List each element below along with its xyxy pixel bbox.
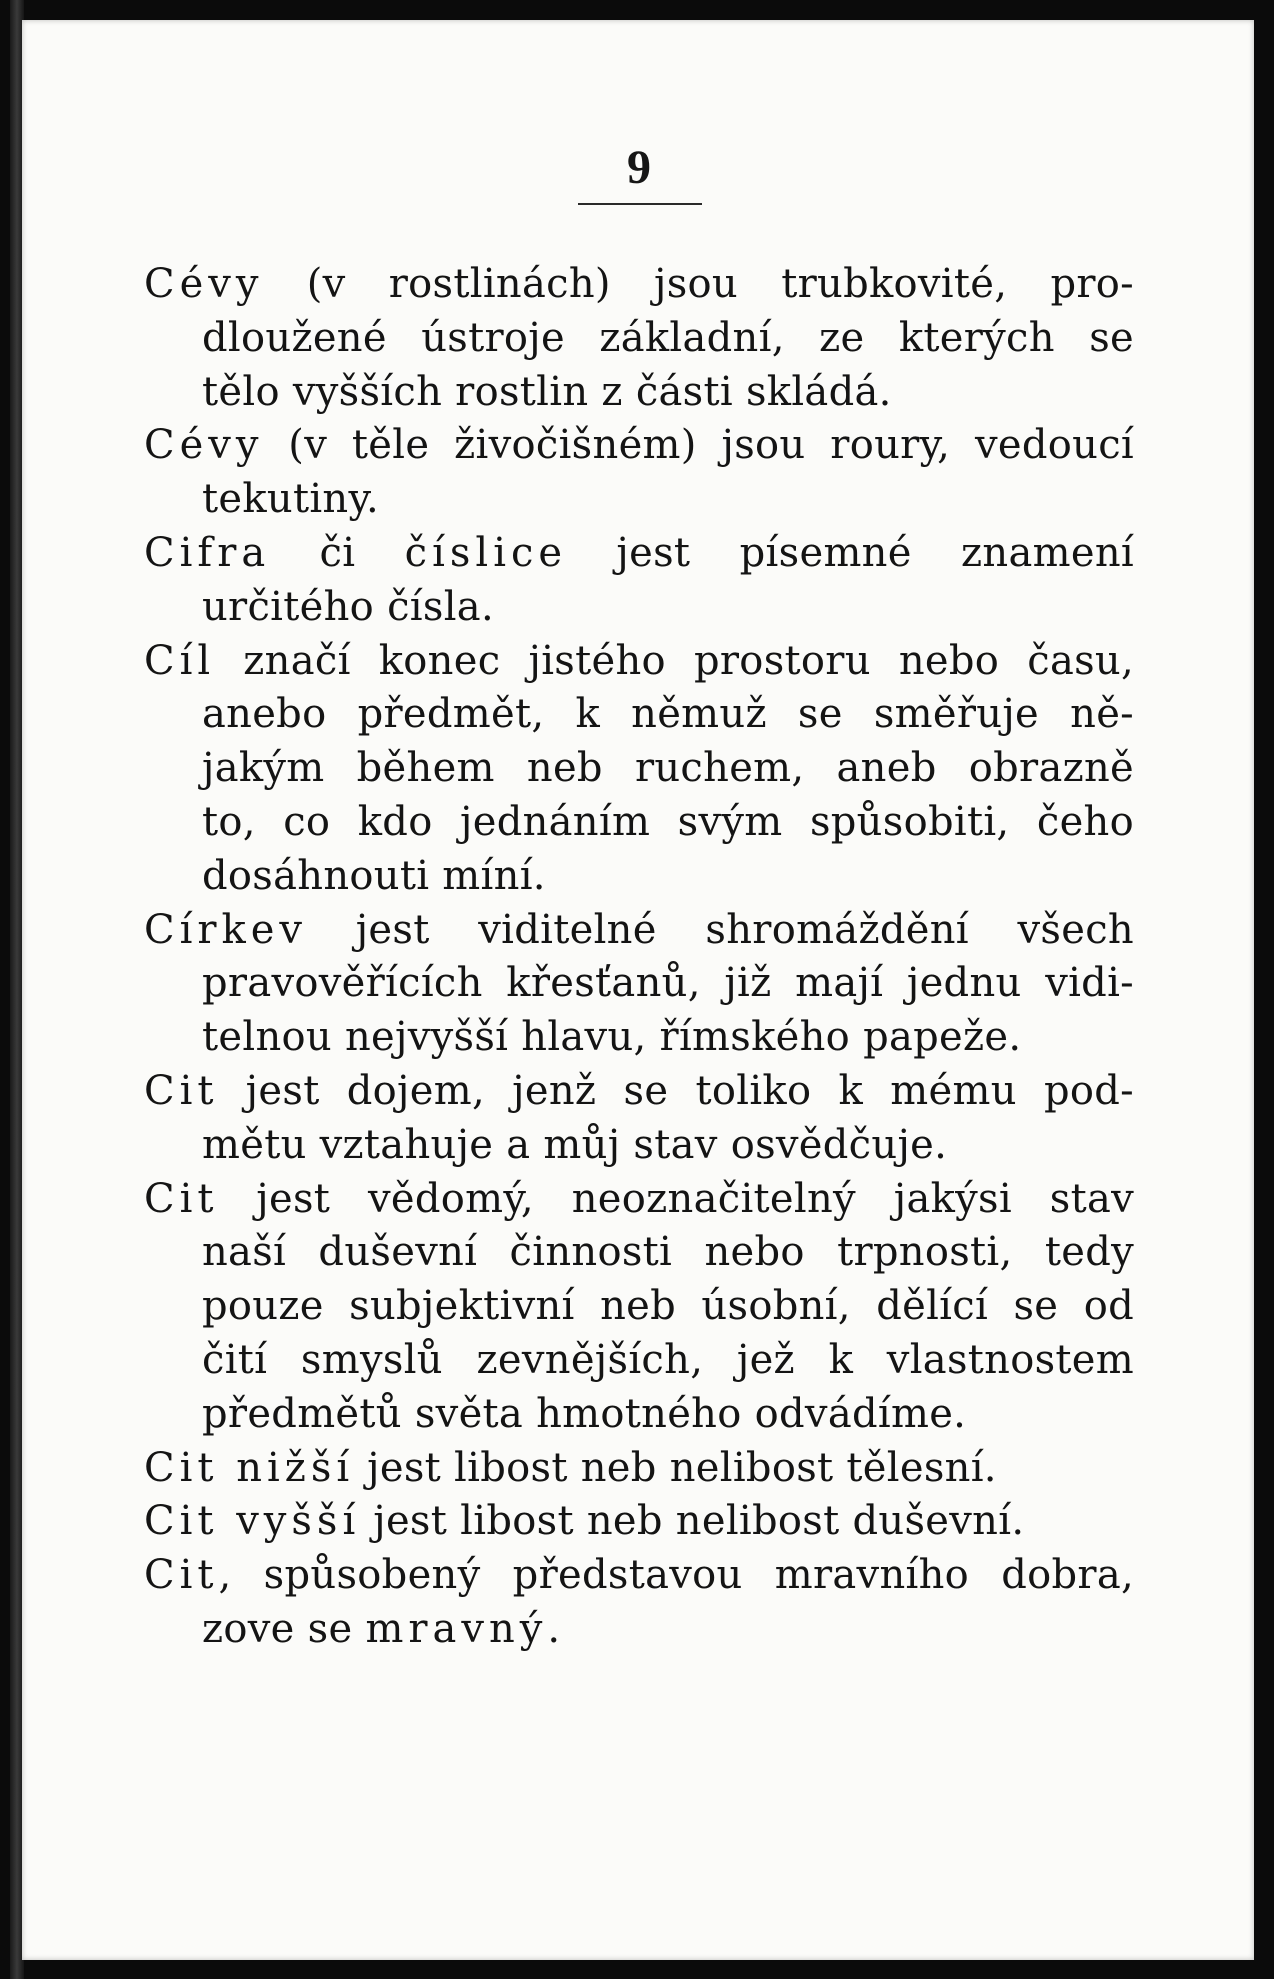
entry-term: Cévy bbox=[144, 422, 264, 469]
entry-text: pouze subjektivní neb úsobní, dělící se od bbox=[202, 1283, 1134, 1330]
entry-continuation-line bbox=[144, 1603, 1134, 1657]
entry-text: jakým během neb ruchem, aneb obrazně bbox=[202, 745, 1134, 792]
entry-text: tělo vyšších rostlin z části skládá. bbox=[202, 368, 892, 415]
entry-text: pravověřících křesťanů, již mají jednu vidi- bbox=[202, 960, 1134, 1007]
entry-continuation-line bbox=[144, 1388, 1134, 1442]
entry-headline bbox=[144, 1065, 1134, 1119]
entry-text: jest libost neb nelibost tělesní. bbox=[354, 1444, 997, 1491]
entry-text: naší duševní činnosti nebo trpnosti, tedy bbox=[202, 1229, 1134, 1276]
entry-text: , spůsobený představou mravního dobra, bbox=[218, 1552, 1134, 1599]
entry-text: tekutiny. bbox=[202, 476, 380, 523]
dictionary-text bbox=[144, 258, 1134, 1657]
entry-term: Cévy bbox=[144, 261, 264, 307]
entry-text: telnou nejvyšší hlavu, římského papeže. bbox=[202, 1014, 1022, 1061]
entry-term: mravný bbox=[365, 1605, 548, 1652]
entry-term: Cit bbox=[144, 1552, 219, 1599]
entry-continuation-line bbox=[144, 850, 1134, 904]
entry-term: Cit bbox=[144, 1067, 219, 1114]
entry-text: jest vědomý, neoznačitelný jakýsi stav bbox=[218, 1175, 1134, 1222]
entry-term: Cit bbox=[144, 1175, 219, 1222]
entry-headline bbox=[144, 904, 1134, 958]
entry-term: Církev bbox=[144, 906, 308, 953]
entry-headline bbox=[144, 258, 1134, 312]
entry-continuation-line bbox=[144, 742, 1134, 796]
entry-continuation-line bbox=[144, 366, 1134, 420]
entry-continuation-line bbox=[144, 688, 1134, 742]
entry-headline bbox=[144, 635, 1134, 689]
entry-continuation-line bbox=[144, 473, 1134, 527]
entry-text: to, co kdo jednáním svým spůsobiti, čeho bbox=[202, 798, 1134, 845]
entry-headline bbox=[144, 1495, 1134, 1549]
entry-continuation-line bbox=[144, 957, 1134, 1011]
entry-text: jest písemné znamení bbox=[567, 529, 1134, 576]
entry-text: jest viditelné shromáždění všech bbox=[307, 906, 1134, 953]
entry-text: zove se bbox=[202, 1605, 366, 1652]
entry-text: (v těle živočišném) jsou roury, vedoucí bbox=[263, 422, 1134, 469]
entry-headline bbox=[144, 1173, 1134, 1227]
entry-headline bbox=[144, 1549, 1134, 1603]
entry-continuation-line bbox=[144, 1011, 1134, 1065]
entry-text: mětu vztahuje a můj stav osvědčuje. bbox=[202, 1121, 948, 1168]
entry-continuation-line bbox=[144, 1280, 1134, 1334]
entry-text: anebo předmět, k němuž se směřuje ně- bbox=[202, 691, 1134, 738]
entry-headline bbox=[144, 419, 1134, 473]
entry-term: Cit vyšší bbox=[144, 1498, 361, 1545]
entry-term: Cit nižší bbox=[144, 1444, 355, 1491]
entry-continuation-line bbox=[144, 1226, 1134, 1280]
entry-text: jest libost neb nelibost duševní. bbox=[360, 1498, 1025, 1545]
entry-text: čití smyslů zevnějších, jež k vlastnostem bbox=[202, 1336, 1134, 1383]
entry-text: či bbox=[270, 529, 405, 576]
entry-text: jest dojem, jenž se toliko k mému pod- bbox=[218, 1067, 1134, 1114]
entry-term: Cifra bbox=[144, 529, 271, 576]
entry-continuation-line bbox=[144, 796, 1134, 850]
page-number: 9 bbox=[627, 141, 651, 194]
page-number-rule bbox=[578, 203, 702, 205]
entry-continuation-line bbox=[144, 1119, 1134, 1173]
entry-continuation-line bbox=[144, 581, 1134, 635]
entry-text: (v rostlinách) jsou trubkovité, pro- bbox=[263, 261, 1134, 307]
entry-text: předmětů světa hmotného odvádíme. bbox=[202, 1390, 967, 1437]
entry-continuation-line bbox=[144, 312, 1134, 366]
entry-continuation-line bbox=[144, 1334, 1134, 1388]
entry-term: číslice bbox=[404, 529, 568, 576]
entry-text: určitého čísla. bbox=[202, 583, 494, 630]
entry-headline bbox=[144, 1442, 1134, 1496]
entry-headline bbox=[144, 527, 1134, 581]
entry-text: dosáhnouti míní. bbox=[202, 852, 546, 899]
entry-text: značí konec jistého prostoru nebo času, bbox=[215, 637, 1134, 684]
entry-text: . bbox=[547, 1605, 561, 1652]
entry-term: Cíl bbox=[144, 637, 216, 684]
entry-text: dloužené ústroje základní, ze kterých se bbox=[202, 314, 1134, 361]
